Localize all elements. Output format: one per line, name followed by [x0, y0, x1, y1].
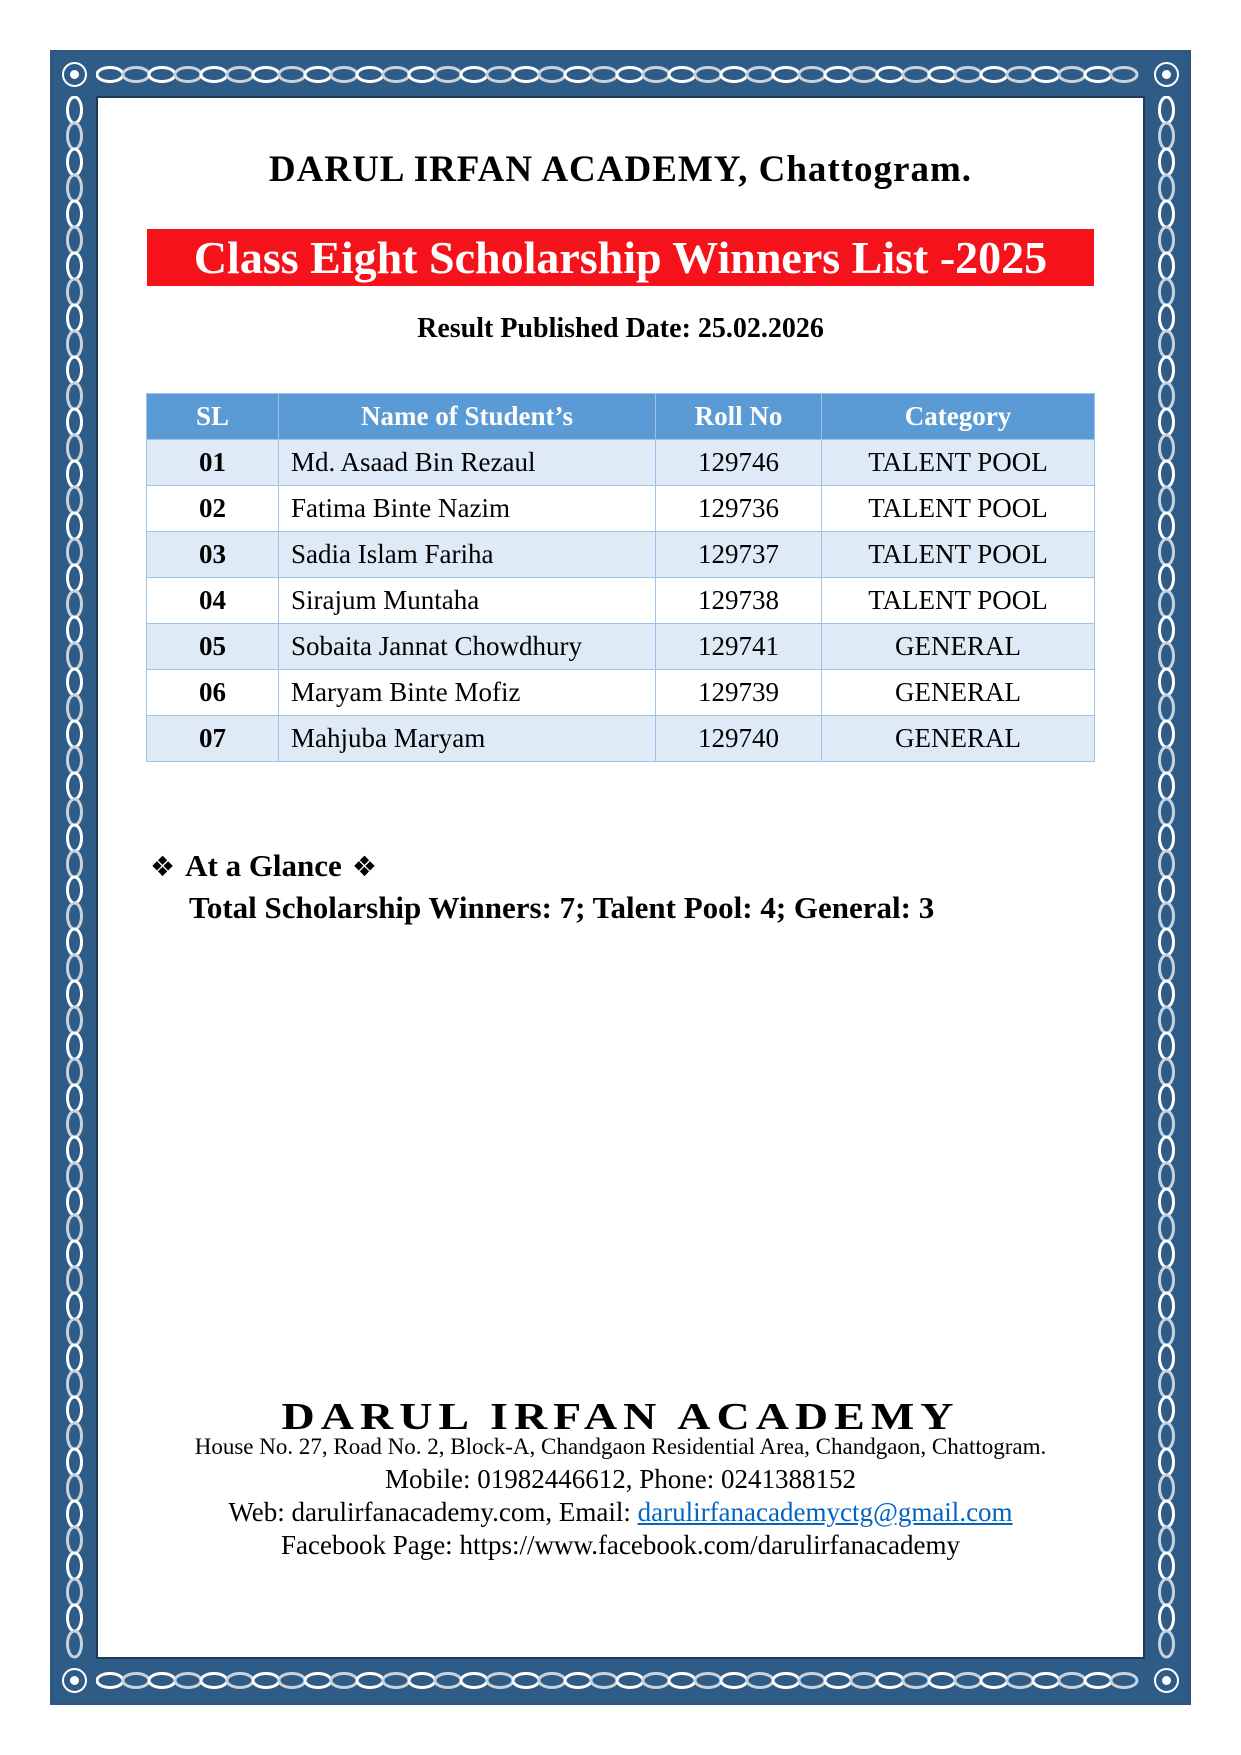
at-a-glance-section	[150, 848, 934, 926]
column-header-roll: Roll No	[656, 394, 822, 440]
corner-ornament-icon	[53, 1659, 96, 1702]
footer-institution-name: DARUL IRFAN ACADEMY	[281, 1395, 960, 1438]
cell-roll: 129738	[656, 578, 822, 624]
corner-ornament-icon	[1145, 1659, 1188, 1702]
table-header-row	[147, 394, 1095, 440]
cell-category: GENERAL	[822, 716, 1095, 762]
footer-phone: Mobile: 01982446612, Phone: 0241388152	[385, 1464, 856, 1494]
cell-category: TALENT POOL	[822, 486, 1095, 532]
table-row	[147, 578, 1095, 624]
cell-name: Md. Asaad Bin Rezaul	[279, 440, 656, 486]
winners-table	[146, 393, 1095, 762]
cell-name: Sadia Islam Fariha	[279, 532, 656, 578]
cell-name: Maryam Binte Mofiz	[279, 670, 656, 716]
cell-roll: 129736	[656, 486, 822, 532]
column-header-category: Category	[822, 394, 1095, 440]
cell-roll: 129737	[656, 532, 822, 578]
table-row	[147, 486, 1095, 532]
cell-roll: 129746	[656, 440, 822, 486]
table-row	[147, 440, 1095, 486]
cell-sl: 04	[147, 578, 279, 624]
published-date: Result Published Date: 25.02.2026	[417, 313, 824, 344]
institution-title: DARUL IRFAN ACADEMY, Chattogram.	[268, 149, 973, 190]
cell-category: GENERAL	[822, 624, 1095, 670]
corner-ornament-icon	[1145, 53, 1188, 96]
footer-web-email	[0, 1496, 1241, 1529]
cell-sl: 03	[147, 532, 279, 578]
cell-name: Sobaita Jannat Chowdhury	[279, 624, 656, 670]
corner-ornament-icon	[53, 53, 96, 96]
diamond-bullet-icon: ❖	[150, 849, 176, 883]
glance-title: At a Glance	[185, 848, 342, 883]
diamond-bullet-icon: ❖	[351, 849, 377, 883]
cell-category: TALENT POOL	[822, 578, 1095, 624]
footer-web: Web: darulirfanacademy.com, Email:	[228, 1497, 638, 1527]
footer-contact-block	[0, 1431, 1241, 1562]
cell-name: Fatima Binte Nazim	[279, 486, 656, 532]
column-header-name: Name of Student’s	[279, 394, 656, 440]
column-header-sl: SL	[147, 394, 279, 440]
glance-summary: Total Scholarship Winners: 7; Talent Pool: 4; General: 3	[189, 890, 935, 925]
footer-address: House No. 27, Road No. 2, Block-A, Chandgaon Residential Area, Chandgaon, Chattogram.	[194, 1434, 1047, 1459]
cell-sl: 01	[147, 440, 279, 486]
cell-category: TALENT POOL	[822, 532, 1095, 578]
cell-sl: 02	[147, 486, 279, 532]
cell-category: GENERAL	[822, 670, 1095, 716]
table-row	[147, 532, 1095, 578]
footer-facebook: Facebook Page: https://www.facebook.com/darulirfanacademy	[280, 1530, 961, 1560]
cell-roll: 129739	[656, 670, 822, 716]
cell-sl: 06	[147, 670, 279, 716]
cell-roll: 129741	[656, 624, 822, 670]
list-title-banner: Class Eight Scholarship Winners List -2025	[147, 229, 1094, 286]
cell-roll: 129740	[656, 716, 822, 762]
table-row	[147, 716, 1095, 762]
cell-name: Mahjuba Maryam	[279, 716, 656, 762]
table-row	[147, 670, 1095, 716]
cell-name: Sirajum Muntaha	[279, 578, 656, 624]
cell-sl: 07	[147, 716, 279, 762]
table-row	[147, 624, 1095, 670]
email-link[interactable]: darulirfanacademyctg@gmail.com	[637, 1497, 1013, 1527]
cell-sl: 05	[147, 624, 279, 670]
cell-category: TALENT POOL	[822, 440, 1095, 486]
